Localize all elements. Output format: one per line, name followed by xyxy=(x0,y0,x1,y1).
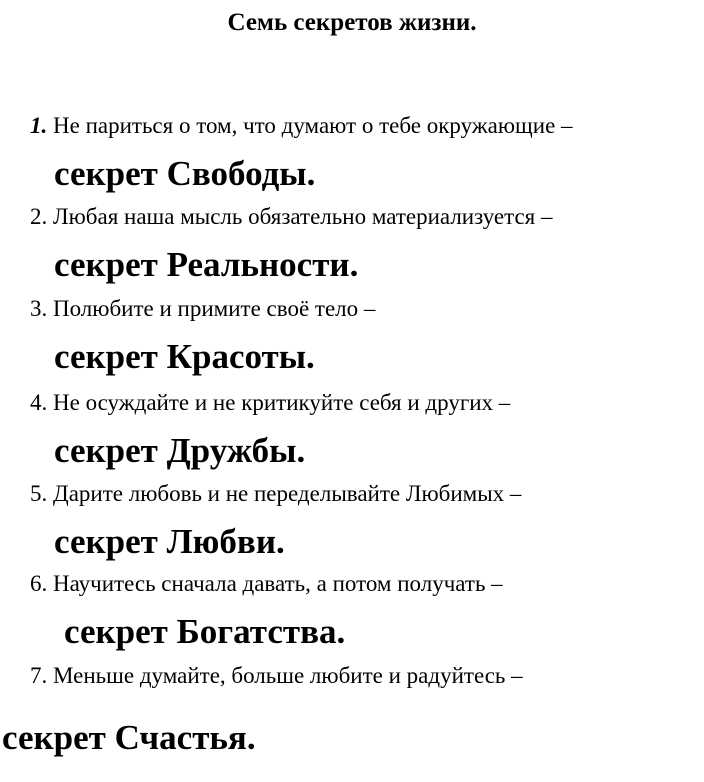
item-number: 1. xyxy=(30,113,48,138)
item-number: 3. xyxy=(30,296,48,321)
page-title: Семь секретов жизни. xyxy=(227,9,477,36)
item-number: 4. xyxy=(30,390,48,415)
item-number: 5. xyxy=(30,481,48,506)
secret-item-4-name: секрет Дружбы. xyxy=(54,431,306,470)
secret-item-2-name: секрет Реальности. xyxy=(54,245,359,284)
secret-item-6-line xyxy=(30,570,503,598)
item-number: 7. xyxy=(30,663,48,688)
item-number: 6. xyxy=(30,571,48,596)
item-text: Не париться о том, что думают о тебе окружающие – xyxy=(53,113,573,138)
item-text: Любая наша мысль обязательно материализуется – xyxy=(53,204,553,229)
item-text: Меньше думайте, больше любите и радуйтесь – xyxy=(53,663,523,688)
secret-item-1-name: секрет Свободы. xyxy=(54,154,316,193)
item-text: Дарите любовь и не переделывайте Любимых – xyxy=(53,481,522,506)
item-text: Не осуждайте и не критикуйте себя и других – xyxy=(53,390,511,415)
secret-item-7-name: секрет Счастья. xyxy=(2,718,256,757)
secret-item-5-name: секрет Любви. xyxy=(54,522,285,561)
secret-item-3-name: секрет Красоты. xyxy=(54,337,315,376)
secret-item-4-line xyxy=(30,389,510,417)
item-text: Полюбите и примите своё тело – xyxy=(53,296,376,321)
secret-item-1-line xyxy=(30,112,573,140)
secret-item-6-name: секрет Богатства. xyxy=(64,612,346,651)
item-number: 2. xyxy=(30,204,48,229)
secret-item-7-line xyxy=(30,662,523,690)
secret-item-2-line xyxy=(30,203,553,231)
secret-item-5-line xyxy=(30,480,521,508)
secret-item-3-line xyxy=(30,295,375,323)
item-text: Научитесь сначала давать, а потом получать – xyxy=(53,571,503,596)
